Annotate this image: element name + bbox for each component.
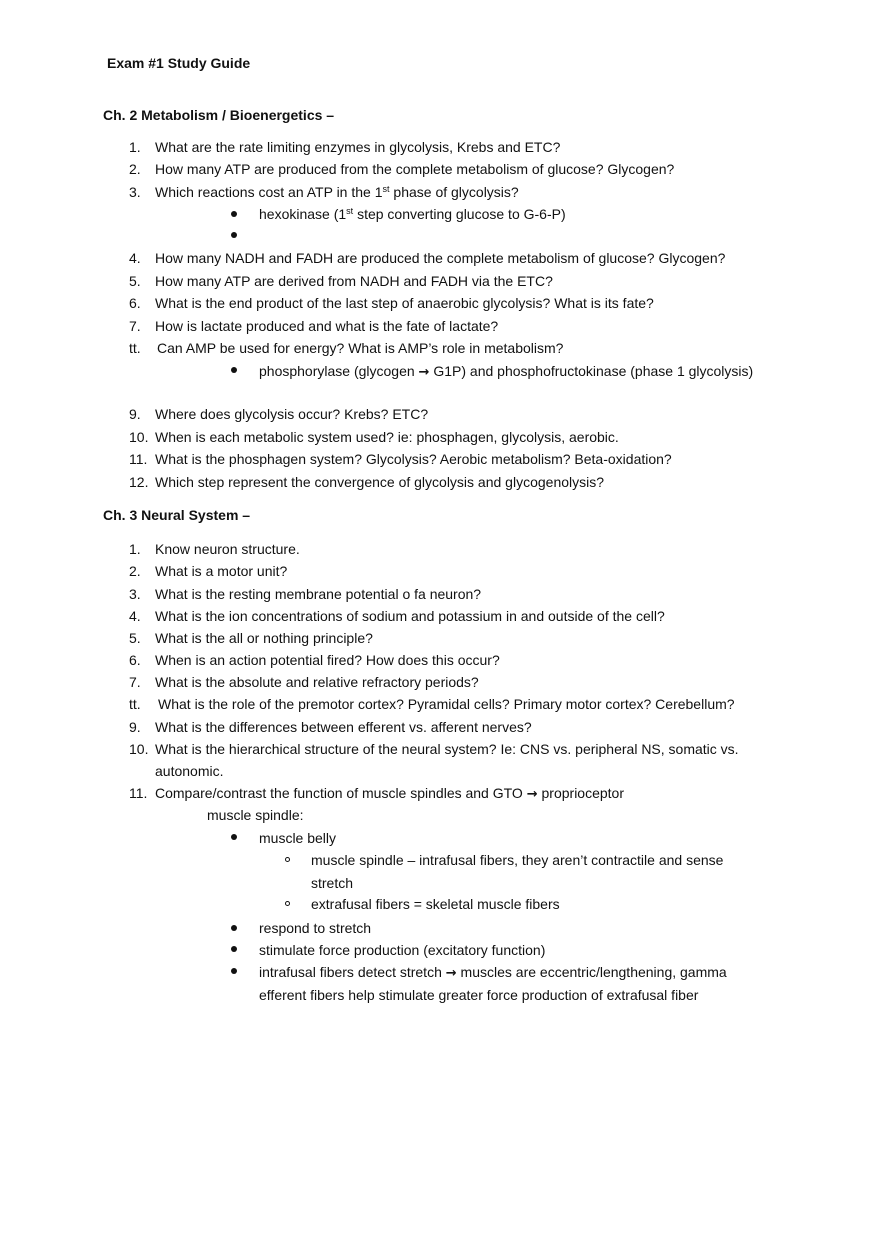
arrow-right-icon: →: [418, 365, 430, 380]
list-number: 1.: [129, 139, 141, 155]
list-text: Where does glycolysis occur? Krebs? ETC?: [155, 406, 429, 422]
list-number: 9.: [129, 719, 141, 735]
list-text: What is the differences between efferent vs. afferent nerves?: [155, 719, 532, 735]
list-text: When is each metabolic system used? ie: phosphagen, glycolysis, aerobic.: [155, 429, 619, 445]
list-number: 6.: [129, 295, 141, 311]
list-text: How many ATP are derived from NADH and FADH via the ETC?: [155, 273, 553, 289]
list-text: When is an action potential fired? How does this occur?: [155, 652, 500, 668]
sub-bullet-text: phosphorylase (glycogen → G1P) and phosphofructokinase (phase 1 glycolysis): [259, 363, 754, 380]
list-number: 9.: [129, 406, 141, 422]
circle-bullet-icon: [285, 901, 290, 906]
list-number: 3.: [129, 586, 141, 602]
list-number: 10.: [129, 429, 149, 445]
list-text: What is the absolute and relative refractory periods?: [155, 674, 479, 690]
bullet-icon: [231, 968, 237, 974]
bullet-icon: [231, 834, 237, 840]
list-text: Which step represent the convergence of glycolysis and glycogenolysis?: [155, 474, 605, 490]
bullet-icon: [231, 946, 237, 952]
list-number: 5.: [129, 630, 141, 646]
list-text: What is the role of the premotor cortex? Pyramidal cells? Primary motor cortex? Cerebellum?: [158, 696, 735, 712]
list-text: What is the all or nothing principle?: [155, 630, 373, 646]
list-text: What is a motor unit?: [155, 563, 288, 579]
bullet-icon: [231, 925, 237, 931]
sub-bullet-text: respond to stretch: [259, 920, 372, 936]
sub-bullet-text: stimulate force production (excitatory function): [259, 942, 546, 958]
sub-bullet-text: intrafusal fibers detect stretch → muscles are eccentric/lengthening, gamma: [259, 964, 727, 981]
list-number: 11.: [129, 451, 148, 467]
list-number: 11.: [129, 785, 148, 801]
list-number: 3.: [129, 184, 141, 200]
list-text: What is the ion concentrations of sodium and potassium in and outside of the cell?: [155, 608, 665, 624]
list-number: 5.: [129, 273, 141, 289]
list-number: 1.: [129, 541, 141, 557]
document-title: Exam #1 Study Guide: [107, 55, 251, 71]
sub-bullet-text: hexokinase (1st step converting glucose to G-6-P): [259, 206, 566, 222]
ch3-heading: Ch. 3 Neural System –: [103, 507, 251, 523]
list-number: tt.: [129, 340, 141, 356]
list-text: Compare/contrast the function of muscle spindles and GTO → proprioceptor: [155, 785, 625, 802]
list-text: What is the hierarchical structure of the neural system? Ie: CNS vs. peripheral NS, somatic vs.: [155, 741, 739, 757]
sub-sub-bullet-text-continued: stretch: [311, 875, 354, 891]
list-text: How is lactate produced and what is the fate of lactate?: [155, 318, 499, 334]
list-text: What are the rate limiting enzymes in glycolysis, Krebs and ETC?: [155, 139, 561, 155]
list-text: Know neuron structure.: [155, 541, 300, 557]
list-text: What is the end product of the last step of anaerobic glycolysis? What is its fate?: [155, 295, 654, 311]
spindle-label: muscle spindle:: [207, 807, 304, 823]
circle-bullet-icon: [285, 857, 290, 862]
ch2-heading: Ch. 2 Metabolism / Bioenergetics –: [103, 107, 335, 123]
arrow-right-icon: →: [526, 787, 538, 802]
bullet-icon: [231, 211, 237, 217]
list-number: 7.: [129, 674, 141, 690]
list-text: Can AMP be used for energy? What is AMP’s role in metabolism?: [157, 340, 564, 356]
sub-bullet-text-continued: efferent fibers help stimulate greater force production of extrafusal fiber: [259, 987, 699, 1003]
list-text: How many ATP are produced from the complete metabolism of glucose? Glycogen?: [155, 161, 675, 177]
list-text: What is the resting membrane potential o fa neuron?: [155, 586, 482, 602]
sub-bullet-text: muscle belly: [259, 830, 337, 846]
arrow-right-icon: →: [445, 966, 457, 981]
list-text: What is the phosphagen system? Glycolysis? Aerobic metabolism? Beta-oxidation?: [155, 451, 672, 467]
list-number: tt.: [129, 696, 141, 712]
list-number: 2.: [129, 563, 141, 579]
bullet-icon: [231, 367, 237, 373]
list-number: 6.: [129, 652, 141, 668]
list-number: 2.: [129, 161, 141, 177]
list-number: 4.: [129, 608, 141, 624]
list-text-continued: autonomic.: [155, 763, 224, 779]
list-number: 10.: [129, 741, 149, 757]
list-number: 12.: [129, 474, 149, 490]
list-text: Which reactions cost an ATP in the 1st phase of glycolysis?: [155, 184, 519, 200]
sub-sub-bullet-text: muscle spindle – intrafusal fibers, they aren’t contractile and sense: [311, 852, 724, 868]
list-number: 4.: [129, 250, 141, 266]
bullet-icon: [231, 232, 237, 238]
list-number: 7.: [129, 318, 141, 334]
list-text: How many NADH and FADH are produced the complete metabolism of glucose? Glycogen?: [155, 250, 726, 266]
sub-sub-bullet-text: extrafusal fibers = skeletal muscle fibers: [311, 896, 560, 912]
